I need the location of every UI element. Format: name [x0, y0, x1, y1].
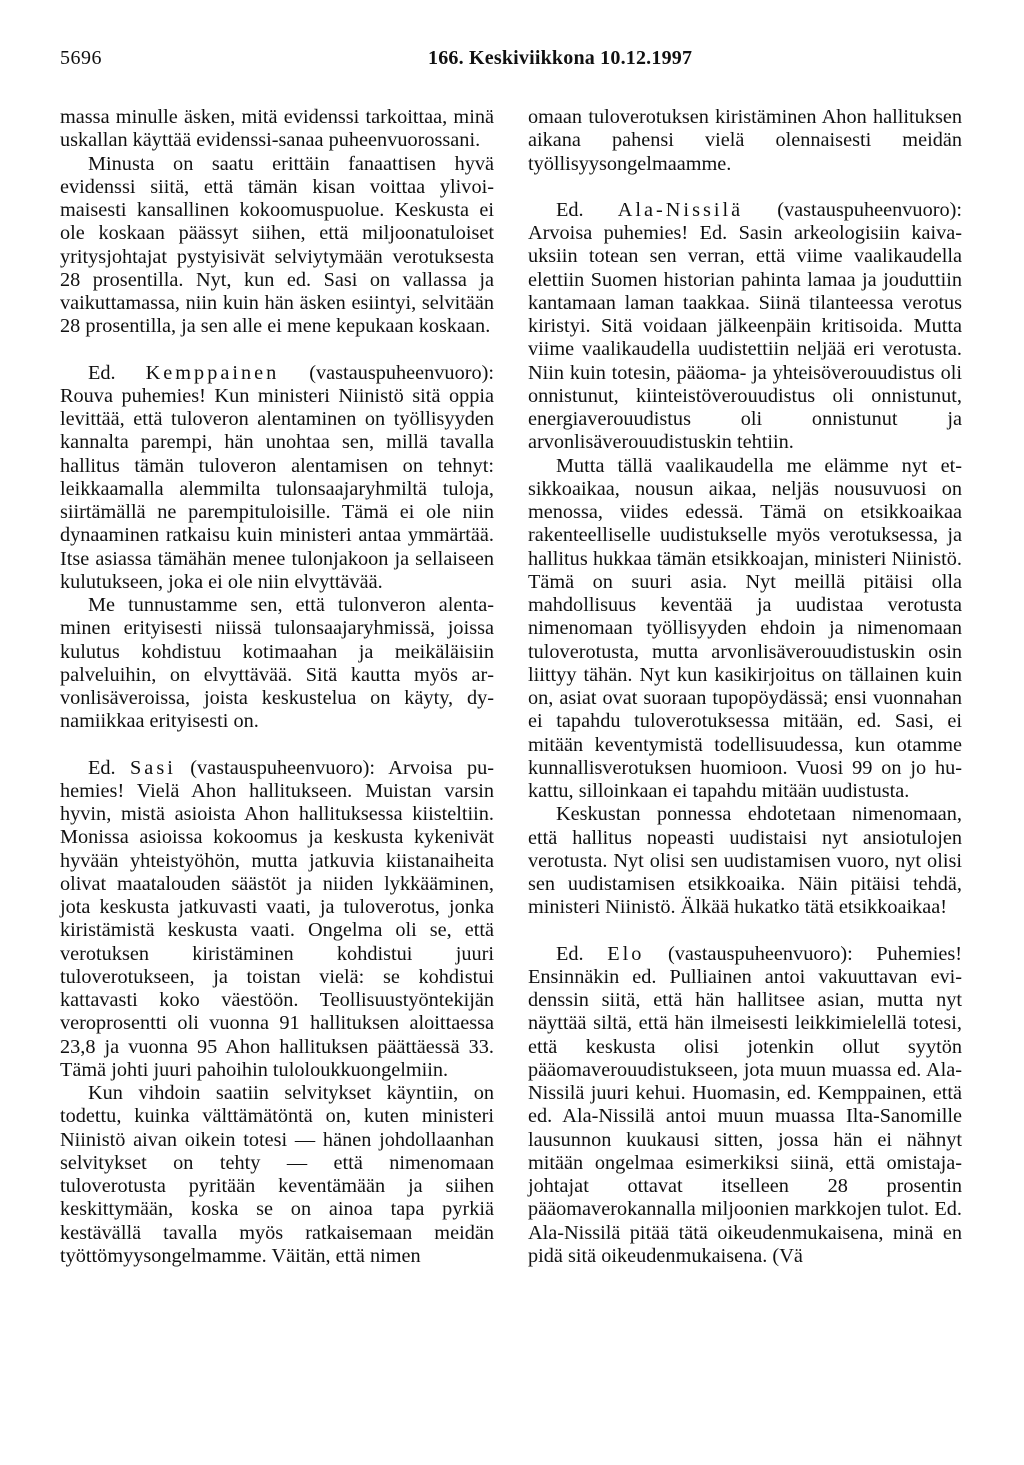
paragraph: Mutta tällä vaalikaudella me elämme nyt etsikkoaikaa, nousun aikaa, neljäs nousuvuosi on menossa, viides edessä. Tämä on etsikkoaikaa rakenteelliselle uudistukselle myös verotuksessa, ja hallitus hukkaa tämän etsikkoajan, ministeri Niinistö. Tämä on suuri asia. Nyt meillä pitäisi olla mahdollisuus keventää ja uudistaa verotusta nimenomaan työllisyyden ehdoin ja nimenomaan tuloverotusta, mutta arvonlisäverouudistuskin osin liittyy tähän. Nyt kun kasikirjoitus on tällainen kuin on, asiat ovat suoraan tupopöydässä; ensi vuonnahan ei tapahdu tuloverotuksessa mitään, ed. Sasi, ei mitään keventymistä todellisuudessa, kun otamme kunnallisverotuksen huomioon. Vuosi 99 on jo hukattu, silloinkaan ei tapahdu mitään uudistusta. — [528, 454, 962, 802]
speaker-name: Ala-Nissilä — [617, 198, 744, 221]
speech-kemppainen — [60, 362, 494, 595]
speech-text: (vastauspuheenvuoro): Arvoisa puhemies! Vielä Ahon hallitukseen. Muistan varsin hyvin, mistä asioista Ahon hallituksessa kiisteltiin. Monissa asioissa kokoomus ja keskusta kykenivät hyvään yhteistyöhön, mutta jatkuvia kiistanaiheita olivat maatalouden säästöt ja niiden lykkääminen, jota keskusta jatkuvasti vaati, ja tuloverotus, jonka kiristämistä keskusta vaati. Ongelma oli se, että verotuksen kiristäminen kohdistui juuri tuloverotukseen, ja toistan vielä: se kohdistui kattavasti koko väestöön. Teollisuustyöntekijän veroprosentti oli vuonna 91 hallituksen aloittaessa 23,8 ja vuonna 95 Ahon hallituksen päättäessä 33. Tämä johti juuri pahoihin tuloloukkuongelmiin. — [60, 756, 494, 1081]
speech-text: (vastauspuheenvuoro): Puhemies! Ensinnäkin ed. Pulliainen antoi vakuuttavan evidenssin siitä, että hän hallitsee asian, mutta nyt näyttää siltä, että hän ilmeisesti leikkimielellä totesi, että keskusta olisi jotenkin ollut syytön pääomaverouudistukseen, jota muun muassa ed. Ala-Nissilä juuri kehui. Huomasin, ed. Kemppainen, että ed. Ala-Nissilä antoi muun muassa Ilta-Sanomille lausunnon kuukausi sitten, jossa hän ei nähnyt mitään ongelmaa esimerkiksi siinä, että omistaja-johtajat ottavat itselleen 28 prosentin pääomaverokannalla miljoonien markkojen tulot. Ed. Ala-Nissilä pitää tätä oikeudenmukaisena, minä en pidä sitä oikeudenmukaisena. (Vä — [528, 942, 963, 1267]
speech-prefix: Ed. — [556, 942, 608, 965]
speech-text: (vastauspuheenvuoro): Rouva puhemies! Kun ministeri Niinistö sitä oppia levittää, että tuloveron alentaminen on työllisyyden kannalta parempi, hän unohtaa sen, millä tavalla hallitus tämän tuloveron alentamisen on tehnyt: leikkaamalla alemmilta tulonsaajaryhmiltä tuloja, siirtämällä ne parempituloisille. Tämä ei ole niin dynaaminen ratkaisu kuin ministeri antaa ymmärtää. Itse asiassa tämähän menee tulonjakoon ja sellaiseen kulutukseen, joka ei ole niin elvyttävää. — [60, 361, 494, 593]
paragraph: Kun vihdoin saatiin selvitykset käyntiin, on todettu, kuinka välttämätöntä on, kuten ministeri Niinistö aivan oikein totesi — hänen johdollaanhan selvitykset on tehty — että nimenomaan tuloverotusta pyritään keventämään ja siihen keskittymään, koska se on ainoa tapa pyrkiä kestävällä tavalla myös ratkaisemaan meidän työttömyysongelmamme. Väitän, että nimen — [60, 1082, 494, 1267]
left-column — [60, 106, 494, 1268]
running-head: 166. Keskiviikkona 10.12.1997 — [428, 47, 693, 69]
speech-sasi — [60, 757, 494, 1083]
speaker-name: Sasi — [130, 756, 176, 779]
right-column — [528, 106, 962, 1268]
speech-elo — [528, 943, 962, 1269]
paragraph: Me tunnustamme sen, että tulonveron alentaminen erityisesti niissä tulonsaajaryhmissä, joissa kulutus kohdistuu kotimaahan ja meikäläisiin palveluihin, on elvyttävää. Sitä kautta myös arvonlisäveroissa, joista keskustelua on käyty, dynamiikkaa erityisesti on. — [60, 594, 494, 733]
speaker-name: Kemppainen — [145, 361, 280, 384]
paragraph: Minusta on saatu erittäin fanaattisen hyvä evidenssi siitä, että tämän kisan voittaa ylivoimaisesti kansallinen kokoomuspuolue. Keskusta ei ole koskaan päässyt siihen, että miljoonatuloiset yritysjohtajat pystyisivät selviytymään verotuksesta 28 prosentilla. Nyt, kun ed. Sasi on vallassa ja vaikuttamassa, niin kuin hän äsken esiintyi, selvitään 28 prosentilla, ja sen alle ei mene kepukaan koskaan. — [60, 152, 494, 338]
speech-prefix: Ed. — [88, 756, 131, 779]
speech-text: (vastauspuheenvuoro): Arvoisa puhemies! Ed. Sasin arkeologisiin kaivauksiin totean sen verran, että viime vaalikaudella elettiin Suomen historian pahinta lamaa ja jouduttiin kantamaan laman taakkaa. Siinä tilanteessa verotus kiristyi. Sitä voidaan jälkeenpäin kritisoida. Mutta viime vaalikaudella uudistettiin neljää eri verotusta. Niin kuin totesin, pääoma- ja yhteisöverouudistus oli onnistunut, kiinteistöverouudistus oli onnistunut, energiaverouudistus oli onnistunut ja arvonlisäverouudistuskin tehtiin. — [528, 198, 962, 454]
paragraph: Keskustan ponnessa ehdotetaan nimenomaan, että hallitus nopeasti uudistaisi nyt ansiotulojen verotusta. Nyt olisi sen uudistamisen vuoro, nyt olisi sen uudistamisen etsikkoaika. Näin pitäisi tehdä, ministeri Niinistö. Älkää hukatko tätä etsikkoaikaa! — [528, 803, 962, 919]
speech-ala-nissila — [528, 199, 962, 455]
speech-prefix: Ed. — [556, 198, 618, 221]
page-number: 5696 — [60, 47, 102, 69]
page-header — [60, 47, 970, 77]
paragraph: massa minulle äsken, mitä evidenssi tarkoittaa, minä uskallan käyttää evidenssi-sanaa puheenvuorossani. — [60, 106, 494, 152]
speaker-name: Elo — [607, 942, 645, 965]
paragraph: omaan tuloverotuksen kiristäminen Ahon hallituksen aikana pahensi vielä olennaisesti meidän työllisyysongelmaamme. — [528, 106, 962, 175]
speech-prefix: Ed. — [88, 361, 146, 384]
